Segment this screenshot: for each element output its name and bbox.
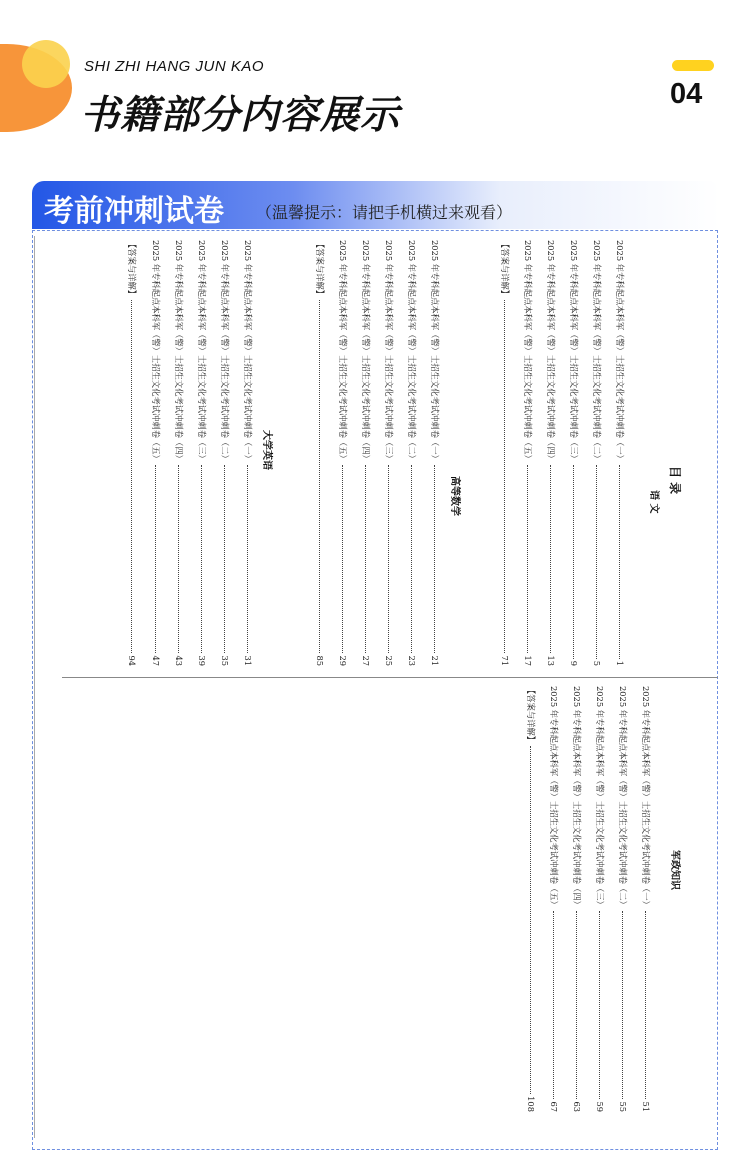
toc-entry-page: 21 — [430, 655, 440, 666]
toc-entry-label: 【答案与详解】 — [500, 240, 510, 299]
toc-entry-page: 51 — [641, 1101, 651, 1112]
toc-entry-page: 1 — [615, 660, 625, 666]
toc-leader-dots — [247, 465, 248, 654]
toc-leader-dots — [178, 465, 179, 654]
toc-entry-label: 2025 年专科起点本科军（警）士招生文化考试冲刺卷（四） — [546, 240, 556, 463]
toc-entry-page: 47 — [151, 655, 161, 666]
section-title-chinese-text: 语 文 — [648, 490, 659, 514]
page-edge-line — [34, 236, 35, 1138]
toc-leader-dots — [576, 911, 577, 1100]
toc-entry-page: 94 — [127, 655, 137, 666]
toc-entry-label: 【答案与详解】 — [127, 240, 137, 299]
toc-leader-dots — [599, 911, 600, 1100]
toc-entry-page: 108 — [526, 1096, 536, 1112]
toc-leader-dots — [527, 465, 528, 654]
toc-entry-label: 2025 年专科起点本科军（警）士招生文化考试冲刺卷（三） — [595, 686, 605, 909]
toc-leader-dots — [553, 911, 554, 1100]
brand-subtitle: SHI ZHI HANG JUN KAO — [84, 58, 265, 75]
toc-entry-label: 2025 年专科起点本科军（警）士招生文化考试冲刺卷（二） — [592, 240, 602, 463]
toc-leader-dots — [319, 300, 320, 653]
toc-leader-dots — [504, 300, 505, 653]
toc-entry-page: 23 — [407, 655, 417, 666]
toc-leader-dots — [388, 465, 389, 654]
toc-entry-label: 2025 年专科起点本科军（警）士招生文化考试冲刺卷（三） — [569, 240, 579, 463]
toc-entry-page: 43 — [174, 655, 184, 666]
toc-entry-label: 2025 年专科起点本科军（警）士招生文化考试冲刺卷（五） — [549, 686, 559, 909]
page-divider — [62, 677, 718, 678]
section-title-military-text: 军政知识 — [669, 850, 680, 890]
toc-entry-page: 29 — [338, 655, 348, 666]
toc-leader-dots — [645, 911, 646, 1100]
toc-entry-label: 2025 年专科起点本科军（警）士招生文化考试冲刺卷（四） — [572, 686, 582, 909]
toc-leader-dots — [224, 465, 225, 654]
toc-entry-page: 31 — [243, 655, 253, 666]
page-title: 书籍部分内容展示 — [80, 93, 401, 138]
toc-leader-dots — [155, 465, 156, 654]
toc-leader-dots — [550, 465, 551, 654]
toc-entry-page: 39 — [197, 655, 207, 666]
toc-leader-dots — [573, 465, 574, 659]
toc-entry-page: 25 — [384, 655, 394, 666]
toc-entry-label: 2025 年专科起点本科军（警）士招生文化考试冲刺卷（五） — [338, 240, 348, 463]
toc-heading-text: 目 录 — [668, 466, 682, 495]
banner-title: 考前冲刺试卷 — [44, 194, 224, 229]
toc-entry-page: 55 — [618, 1101, 628, 1112]
toc-entry-label: 2025 年专科起点本科军（警）士招生文化考试冲刺卷（一） — [430, 240, 440, 463]
toc-entry-label: 2025 年专科起点本科军（警）士招生文化考试冲刺卷（三） — [197, 240, 207, 463]
toc-entry-label: 2025 年专科起点本科军（警）士招生文化考试冲刺卷（五） — [523, 240, 533, 463]
toc-entry-label: 【答案与详解】 — [315, 240, 325, 299]
toc-entry-label: 【答案与详解】 — [526, 686, 536, 745]
toc-entry-page: 67 — [549, 1101, 559, 1112]
toc-entry-label: 2025 年专科起点本科军（警）士招生文化考试冲刺卷（五） — [151, 240, 161, 463]
banner-hint: （温馨提示：请把手机横过来观看） — [256, 203, 513, 222]
toc-entry-label: 2025 年专科起点本科军（警）士招生文化考试冲刺卷（二） — [220, 240, 230, 463]
toc-entry-label: 2025 年专科起点本科军（警）士招生文化考试冲刺卷（四） — [361, 240, 371, 463]
toc-leader-dots — [411, 465, 412, 654]
toc-entry-label: 2025 年专科起点本科军（警）士招生文化考试冲刺卷（四） — [174, 240, 184, 463]
toc-leader-dots — [619, 465, 620, 659]
section-title-english-text: 大学英语 — [261, 430, 272, 470]
toc-entry-page: 63 — [572, 1101, 582, 1112]
toc-entry-label: 2025 年专科起点本科军（警）士招生文化考试冲刺卷（一） — [243, 240, 253, 463]
toc-leader-dots — [201, 465, 202, 654]
toc-entry-page: 71 — [500, 655, 510, 666]
toc-entry-page: 85 — [315, 655, 325, 666]
toc-entry-page: 35 — [220, 655, 230, 666]
toc-leader-dots — [365, 465, 366, 654]
toc-entry-label: 2025 年专科起点本科军（警）士招生文化考试冲刺卷（二） — [407, 240, 417, 463]
toc-leader-dots — [342, 465, 343, 654]
page-number-bar — [672, 60, 714, 71]
toc-leader-dots — [530, 746, 531, 1094]
toc-entry-label: 2025 年专科起点本科军（警）士招生文化考试冲刺卷（二） — [618, 686, 628, 909]
toc-entry-page: 13 — [546, 655, 556, 666]
toc-entry-label: 2025 年专科起点本科军（警）士招生文化考试冲刺卷（三） — [384, 240, 394, 463]
toc-entry-page: 59 — [595, 1101, 605, 1112]
toc-entry-page: 5 — [592, 660, 602, 666]
yellow-circle-decoration — [22, 40, 70, 88]
toc-entry-label: 2025 年专科起点本科军（警）士招生文化考试冲刺卷（一） — [641, 686, 651, 909]
toc-entry-label: 2025 年专科起点本科军（警）士招生文化考试冲刺卷（一） — [615, 240, 625, 463]
section-title-math-text: 高等数学 — [449, 476, 460, 516]
toc-leader-dots — [434, 465, 435, 654]
page-number: 04 — [670, 78, 703, 110]
toc-leader-dots — [622, 911, 623, 1100]
toc-entry-page: 9 — [569, 660, 579, 666]
toc-leader-dots — [596, 465, 597, 659]
toc-entry-page: 27 — [361, 655, 371, 666]
toc-entry-page: 17 — [523, 655, 533, 666]
toc-leader-dots — [131, 300, 132, 653]
